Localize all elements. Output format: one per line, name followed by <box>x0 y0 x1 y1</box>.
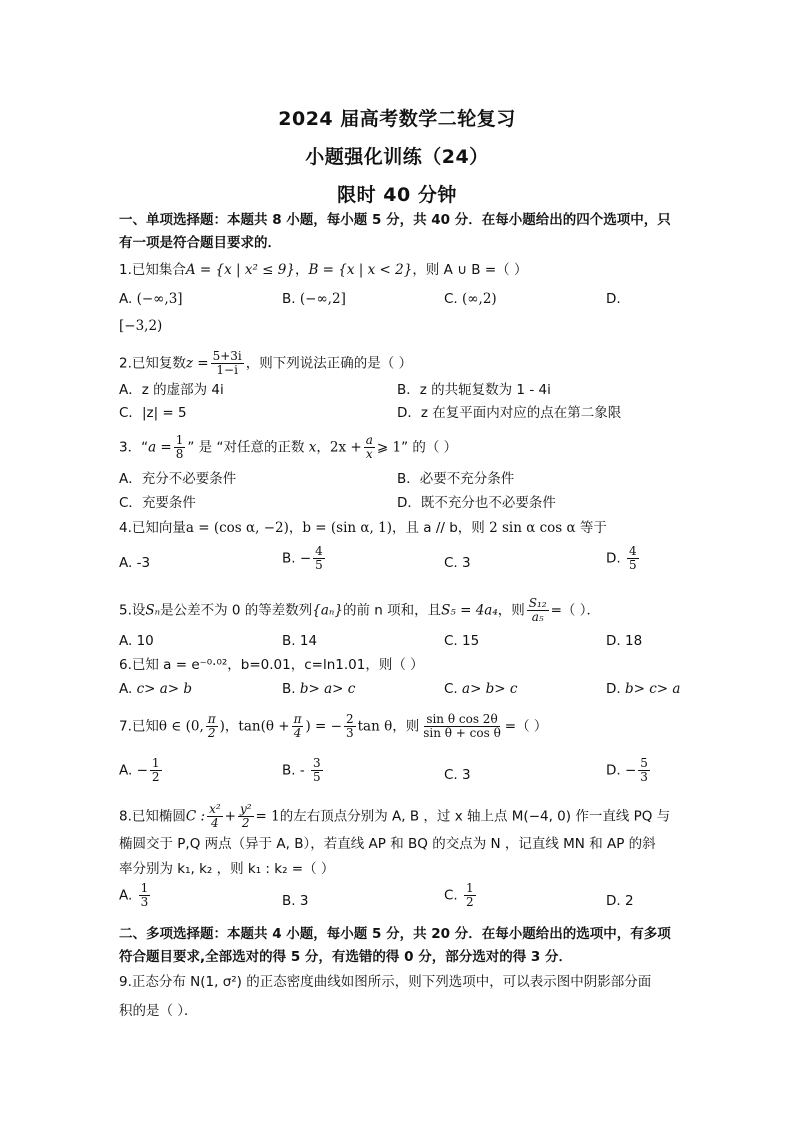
q5-option-d: D. 18 <box>606 633 643 649</box>
section1-intro-line2: 有一项是符合题目要求的． <box>119 235 281 251</box>
q6-option-a: A. c> a> b <box>119 681 193 697</box>
doc-title-line1: 2024 届高考数学二轮复习 <box>278 108 516 130</box>
q4-stem: 4.已知向量a = (cos α, −2)，b = (sin α, 1)，且 a // b，则 2 sin α cos α 等于 <box>119 520 607 536</box>
q2-option-a: A．z 的虚部为 4i <box>119 382 224 398</box>
q1-stem <box>119 260 527 280</box>
q1-option-d: D. <box>606 291 621 307</box>
q1-option-c: C. (∞,2) <box>444 291 497 307</box>
q6-stem: 6.已知 a = e⁻⁰·⁰²，b=0.01，c=ln1.01，则（ ） <box>119 657 424 673</box>
q8-line3: 率分别为 k₁, k₂ ，则 k₁ : k₂ =（ ） <box>119 861 335 877</box>
q6-option-d: D. b> c> a <box>606 681 681 697</box>
q4-option-c: C. 3 <box>444 555 471 571</box>
q5-option-a: A. 10 <box>119 633 154 649</box>
q3-option-b: B．必要不充分条件 <box>397 471 515 487</box>
q8-line2: 椭圆交于 P,Q 两点（异于 A, B），若直线 AP 和 BQ 的交点为 N ，记直线 MN 和 AP 的斜 <box>119 836 656 852</box>
q1-set-a: A = {x | x² ≤ 9} <box>185 262 295 278</box>
section2-intro-line2: 符合题目要求,全部选对的得 5 分，有选错的得 0 分，部分选对的得 3 分． <box>119 949 573 965</box>
q5-option-b: B. 14 <box>282 633 318 649</box>
q2-stem: 2.已知复数z = $\frac{5+3i}{1-i}$ ，则下列说法正确的是（ ） <box>119 349 413 377</box>
section2-intro-line1: 二、多项选择题：本题共 4 小题，每小题 5 分，共 20 分．在每小题给出的选项中，有多项 <box>119 926 671 942</box>
q5-stem: 5.设Sₙ是公差不为 0 的等差数列{aₙ}的前 n 项和，且S₅ = 4a₄，则 $\frac{\text{S₁₂}}{\text{a₅}}$ =（ ）． <box>119 596 600 624</box>
q7-option-d: D. − $\frac{5}{3}$ <box>606 756 648 784</box>
doc-title-line3: 限时 40 分钟 <box>337 184 457 206</box>
q3-option-d: D．既不充分也不必要条件 <box>397 495 556 511</box>
section1-intro-line1: 一、单项选择题：本题共 8 小题，每小题 5 分，共 40 分．在每小题给出的四个选项中，只 <box>119 212 671 228</box>
q7-stem: 7.已知θ ∈ (0, $\frac{\pi}{2}$ )，tan(θ + $\frac{\pi}{4}$ ) = − $\frac{2}{3}$ tan θ，则 $\frac{\text{sin θ cos 2θ}}{\text{sin θ + cos θ}}$ =（ ） <box>119 712 548 740</box>
q5-fraction: $\frac{\text{S₁₂}}{\text{a₅}}$ <box>528 596 547 624</box>
doc-title-line2: 小题强化训练（24） <box>305 146 489 168</box>
q5-option-c: C. 15 <box>444 633 480 649</box>
q9-line1: 9.正态分布 N(1, σ²) 的正态密度曲线如图所示，则下列选项中，可以表示图中阴影部分面 <box>119 974 652 990</box>
q1-option-d-text: [−3,2) <box>119 318 163 334</box>
q2-option-d: D．z 在复平面内对应的点在第二象限 <box>397 405 622 421</box>
q1-stem-suffix: ，则 A ∪ B =（ ） <box>412 262 528 278</box>
q3-option-a: A．充分不必要条件 <box>119 471 237 487</box>
q2-option-b: B．z 的共轭复数为 1 - 4i <box>397 382 551 398</box>
q8-fraction-x: $\frac{\text{x²}}{4}$ <box>209 802 221 830</box>
q1-sep: ， <box>294 262 309 278</box>
q1-option-b: B. (−∞,2] <box>282 291 346 307</box>
q3-fraction-a: $\frac{1}{8}$ <box>175 433 184 461</box>
q8-option-c: C. $\frac{1}{2}$ <box>444 881 474 909</box>
q3-fraction-ax: $\frac{a}{x}$ <box>365 433 373 461</box>
q8-option-d: D. 2 <box>606 893 634 909</box>
q7-option-a: A. − $\frac{1}{2}$ <box>119 756 160 784</box>
q3-option-c: C．充要条件 <box>119 495 196 511</box>
q4-option-a: A. -3 <box>119 555 151 571</box>
q2-fraction: $\frac{5+3i}{1-i}$ <box>212 349 242 377</box>
q7-option-c: C. 3 <box>444 767 471 783</box>
q1-option-a: A. (−∞,3] <box>119 291 183 307</box>
q8-fraction-y: $\frac{\text{y²}}{2}$ <box>239 802 252 830</box>
q7-fraction-pi2: $\frac{\pi}{2}$ <box>207 712 216 740</box>
q8-line1: 8.已知椭圆C : $\frac{\text{x²}}{4}$ + $\frac{\text{y²}}{2}$ = 1的左右顶点分别为 A, B ，过 x 轴上点 M(−4, 0) 作一直线 PQ 与 <box>119 802 671 830</box>
q2-option-c: C．|z| = 5 <box>119 405 187 421</box>
q1-set-b: B = {x | x < 2} <box>308 262 413 278</box>
q8-option-b: B. 3 <box>282 893 309 909</box>
q7-fraction-big: $\frac{\text{sin θ cos 2θ}}{\text{sin θ + cos θ}}$ <box>423 712 501 740</box>
q7-fraction-23: $\frac{2}{3}$ <box>345 712 354 740</box>
q4-option-b: B. − $\frac{4}{5}$ <box>282 544 323 572</box>
q6-option-c: C. a> b> c <box>444 681 518 697</box>
q1-stem-prefix: 1.已知集合 <box>119 262 186 278</box>
q7-option-b: B. - $\frac{3}{5}$ <box>282 756 321 784</box>
q4-option-d: D. $\frac{4}{5}$ <box>606 544 637 572</box>
q9-line2: 积的是（ ）． <box>119 1003 198 1019</box>
q6-option-b: B. b> a> c <box>282 681 356 697</box>
q8-option-a: A. $\frac{1}{3}$ <box>119 881 149 909</box>
q3-stem: 3．“a = $\frac{1}{8}$ ” 是 “对任意的正数 x，2x + $\frac{a}{x}$ ⩾ 1” 的（ ） <box>119 433 458 461</box>
q7-fraction-pi4: $\frac{\pi}{4}$ <box>293 712 302 740</box>
